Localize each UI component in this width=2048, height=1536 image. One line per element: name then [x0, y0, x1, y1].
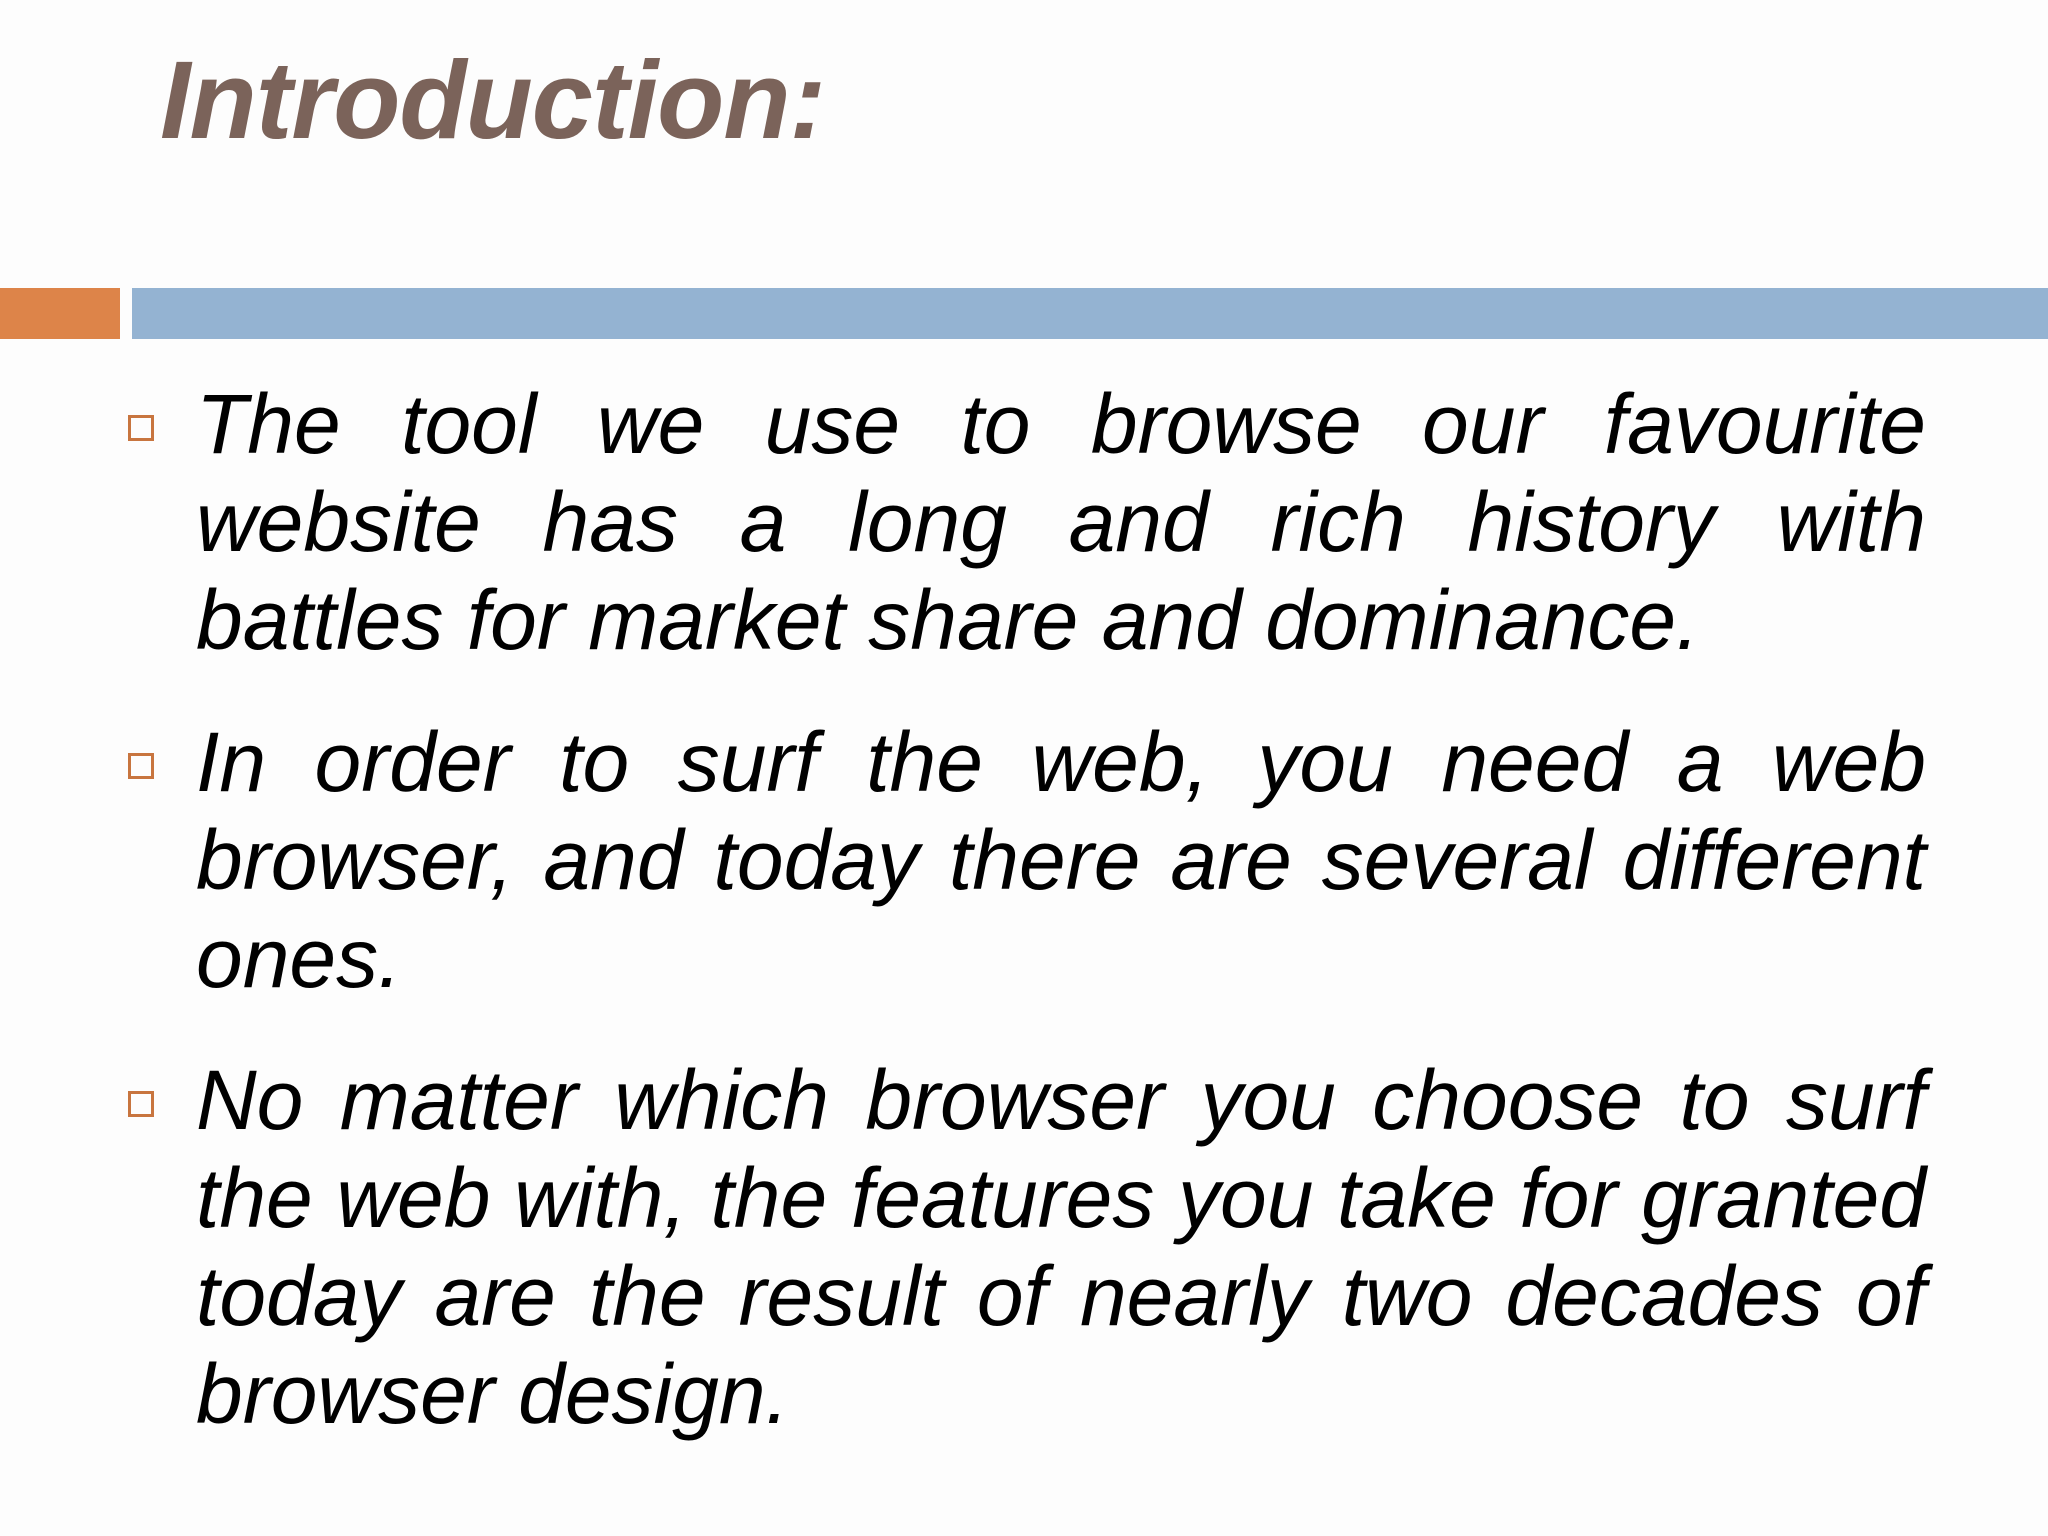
bullet-text: In order to surf the web, you need a web browser, and today there are several different ones. — [196, 715, 1926, 1005]
slide-title: Introduction: — [160, 39, 826, 162]
title-divider-bar — [132, 288, 2048, 339]
bullet-text: No matter which browser you choose to surf the web with, the features you take for granted today are the result of nearly two decades of browser design. — [196, 1053, 1926, 1441]
hollow-square-bullet-icon — [128, 753, 154, 779]
bullet-text: The tool we use to browse our favourite website has a long and rich history with battles for market share and dominance. — [196, 377, 1926, 667]
bullet-item — [0, 1051, 2048, 1451]
accent-bar — [0, 288, 120, 339]
bullet-list — [0, 375, 2048, 1471]
bullet-item — [0, 713, 2048, 1031]
bullet-item — [0, 375, 2048, 693]
hollow-square-bullet-icon — [128, 1091, 154, 1117]
hollow-square-bullet-icon — [128, 415, 154, 441]
